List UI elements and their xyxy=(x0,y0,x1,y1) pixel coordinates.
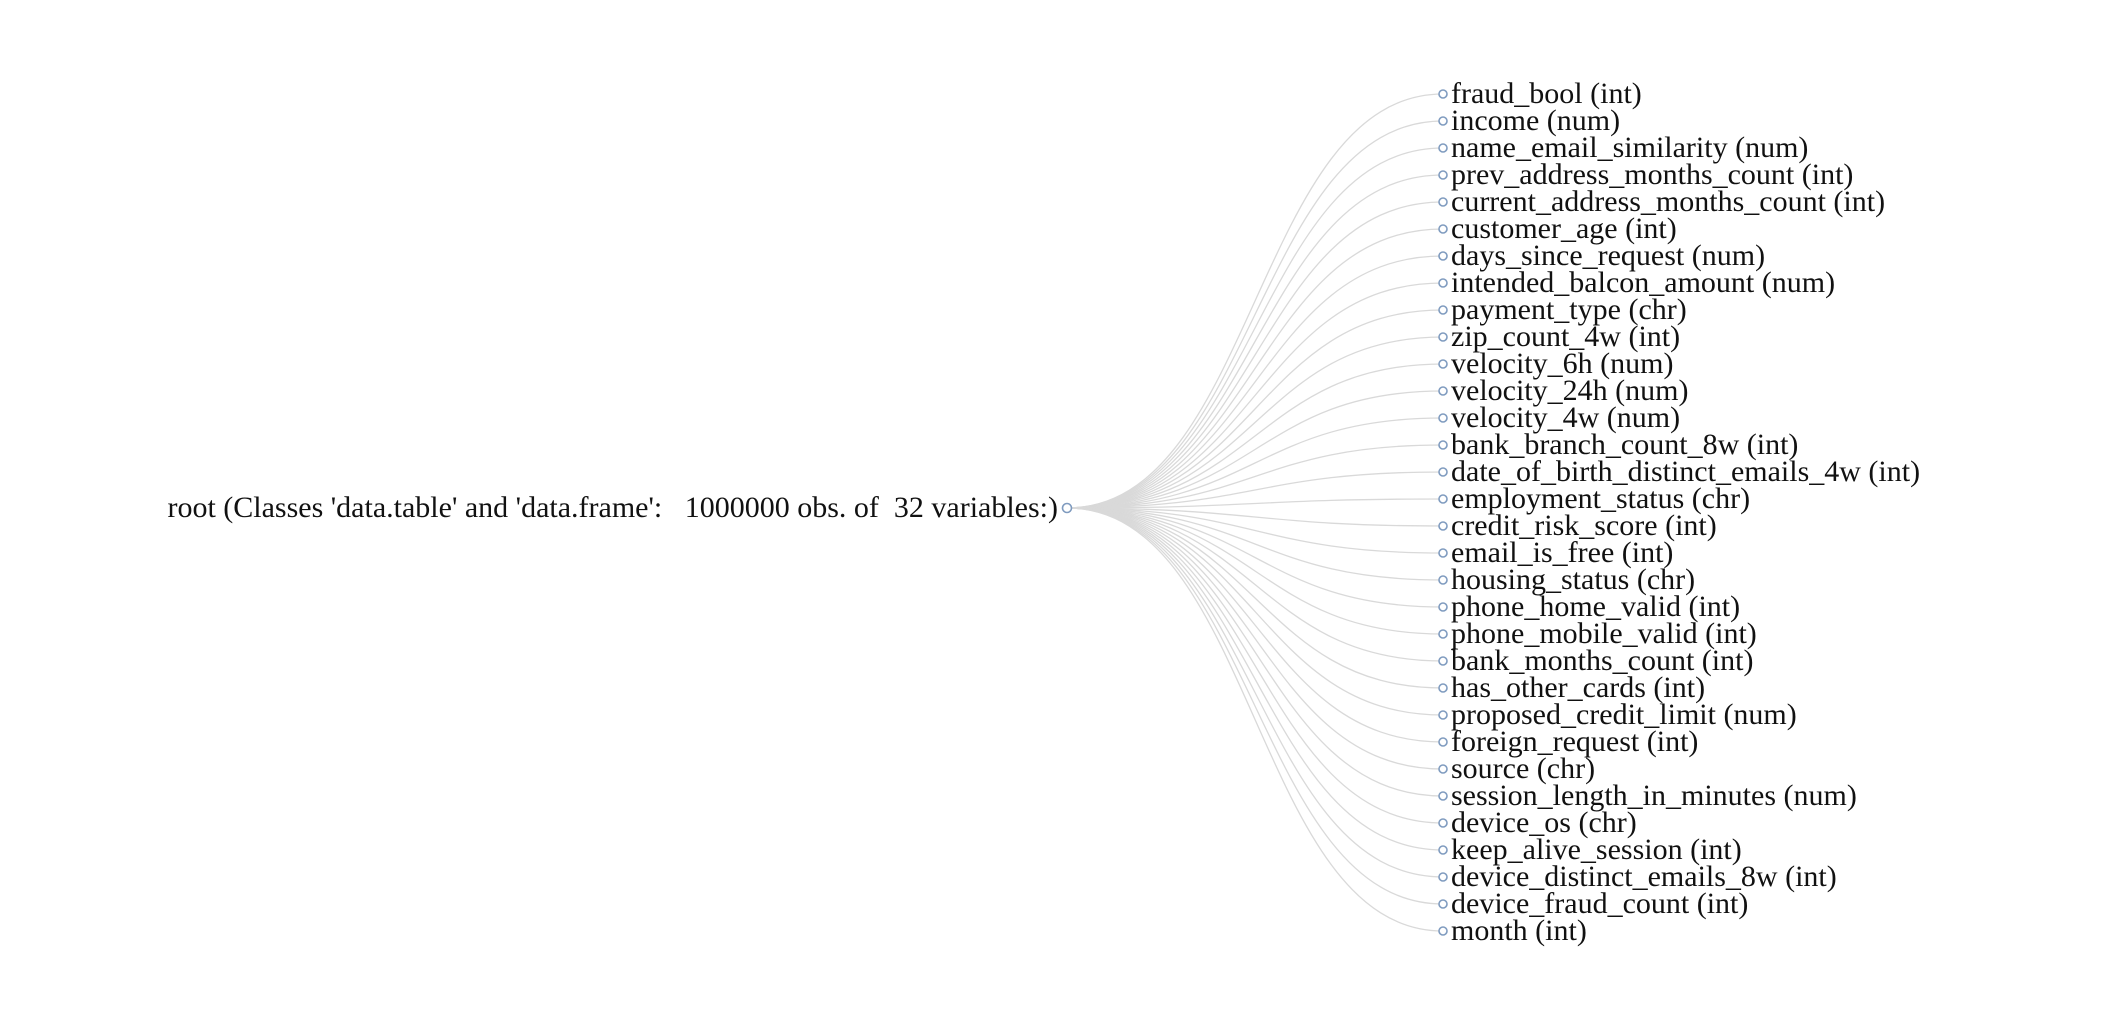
tree-link xyxy=(1067,508,1443,823)
child-node-label: zip_count_4w (int) xyxy=(1451,320,1681,353)
child-node-label: foreign_request (int) xyxy=(1451,725,1699,758)
tree-link xyxy=(1067,508,1443,715)
child-node-label: days_since_request (num) xyxy=(1451,239,1766,272)
child-node-label: phone_mobile_valid (int) xyxy=(1451,617,1757,650)
child-node-label: prev_address_months_count (int) xyxy=(1451,158,1854,191)
child-node-dot[interactable] xyxy=(1439,171,1447,179)
tree-link xyxy=(1067,337,1443,508)
child-node-dot[interactable] xyxy=(1439,873,1447,881)
child-node-label: bank_months_count (int) xyxy=(1451,644,1754,677)
child-node-dot[interactable] xyxy=(1439,576,1447,584)
child-node-dot[interactable] xyxy=(1439,792,1447,800)
tree-link xyxy=(1067,202,1443,508)
child-node-label: velocity_4w (num) xyxy=(1451,401,1681,434)
child-node-dot[interactable] xyxy=(1439,711,1447,719)
root-node[interactable] xyxy=(167,491,1071,524)
child-node-dot[interactable] xyxy=(1439,846,1447,854)
tree-link xyxy=(1067,508,1443,688)
child-node-label: session_length_in_minutes (num) xyxy=(1451,779,1857,812)
child-node-dot[interactable] xyxy=(1439,90,1447,98)
tree-link xyxy=(1067,310,1443,508)
child-nodes xyxy=(1439,77,1920,947)
root-node-dot[interactable] xyxy=(1063,504,1072,513)
tree-link xyxy=(1067,256,1443,508)
child-node-dot[interactable] xyxy=(1439,252,1447,260)
child-node-label: device_os (chr) xyxy=(1451,806,1637,839)
child-node-label: employment_status (chr) xyxy=(1451,482,1751,515)
tree-link xyxy=(1067,508,1443,904)
tree-link xyxy=(1067,508,1443,850)
tree-link xyxy=(1067,94,1443,508)
child-node[interactable] xyxy=(1439,914,1587,947)
child-node-label: velocity_6h (num) xyxy=(1451,347,1674,380)
child-node-label: phone_home_valid (int) xyxy=(1451,590,1741,623)
child-node-label: email_is_free (int) xyxy=(1451,536,1674,569)
child-node-label: has_other_cards (int) xyxy=(1451,671,1706,704)
child-node-dot[interactable] xyxy=(1439,387,1447,395)
child-node-label: date_of_birth_distinct_emails_4w (int) xyxy=(1451,455,1921,488)
child-node-label: payment_type (chr) xyxy=(1451,293,1687,326)
child-node-dot[interactable] xyxy=(1439,144,1447,152)
child-node-label: bank_branch_count_8w (int) xyxy=(1451,428,1799,461)
child-node-label: keep_alive_session (int) xyxy=(1451,833,1742,866)
child-node-dot[interactable] xyxy=(1439,630,1447,638)
child-node-dot[interactable] xyxy=(1439,738,1447,746)
child-node-label: housing_status (chr) xyxy=(1451,563,1696,596)
child-node-label: device_fraud_count (int) xyxy=(1451,887,1749,920)
child-node-dot[interactable] xyxy=(1439,225,1447,233)
child-node-dot[interactable] xyxy=(1439,603,1447,611)
child-node-dot[interactable] xyxy=(1439,198,1447,206)
child-node-label: source (chr) xyxy=(1451,752,1596,785)
child-node-label: device_distinct_emails_8w (int) xyxy=(1451,860,1837,893)
child-node-dot[interactable] xyxy=(1439,441,1447,449)
child-node-dot[interactable] xyxy=(1439,684,1447,692)
tree-link xyxy=(1067,508,1443,877)
child-node-label: fraud_bool (int) xyxy=(1451,77,1642,110)
child-node-label: name_email_similarity (num) xyxy=(1451,131,1809,164)
child-node-label: proposed_credit_limit (num) xyxy=(1451,698,1797,731)
child-node-label: intended_balcon_amount (num) xyxy=(1451,266,1836,299)
child-node-dot[interactable] xyxy=(1439,522,1447,530)
tree-link xyxy=(1067,364,1443,508)
child-node-dot[interactable] xyxy=(1439,360,1447,368)
tree-link xyxy=(1067,175,1443,508)
tree-links xyxy=(1067,94,1443,931)
child-node-dot[interactable] xyxy=(1439,765,1447,773)
child-node-dot[interactable] xyxy=(1439,414,1447,422)
child-node-dot[interactable] xyxy=(1439,306,1447,314)
child-node-dot[interactable] xyxy=(1439,927,1447,935)
child-node-label: velocity_24h (num) xyxy=(1451,374,1689,407)
tree-link xyxy=(1067,148,1443,508)
child-node-dot[interactable] xyxy=(1439,333,1447,341)
child-node-dot[interactable] xyxy=(1439,279,1447,287)
child-node-dot[interactable] xyxy=(1439,495,1447,503)
child-node-dot[interactable] xyxy=(1439,657,1447,665)
tree-link xyxy=(1067,508,1443,634)
child-node-dot[interactable] xyxy=(1439,468,1447,476)
child-node-label: month (int) xyxy=(1451,914,1587,947)
child-node-label: income (num) xyxy=(1451,104,1621,137)
child-node-dot[interactable] xyxy=(1439,117,1447,125)
root-node-label: root (Classes 'data.table' and 'data.frame': 1000000 obs. of 32 variables:) xyxy=(167,491,1058,524)
child-node-dot[interactable] xyxy=(1439,549,1447,557)
child-node-dot[interactable] xyxy=(1439,900,1447,908)
child-node-dot[interactable] xyxy=(1439,819,1447,827)
tree-link xyxy=(1067,508,1443,769)
child-node-label: credit_risk_score (int) xyxy=(1451,509,1717,542)
child-node-label: current_address_months_count (int) xyxy=(1451,185,1886,218)
child-node-label: customer_age (int) xyxy=(1451,212,1677,245)
